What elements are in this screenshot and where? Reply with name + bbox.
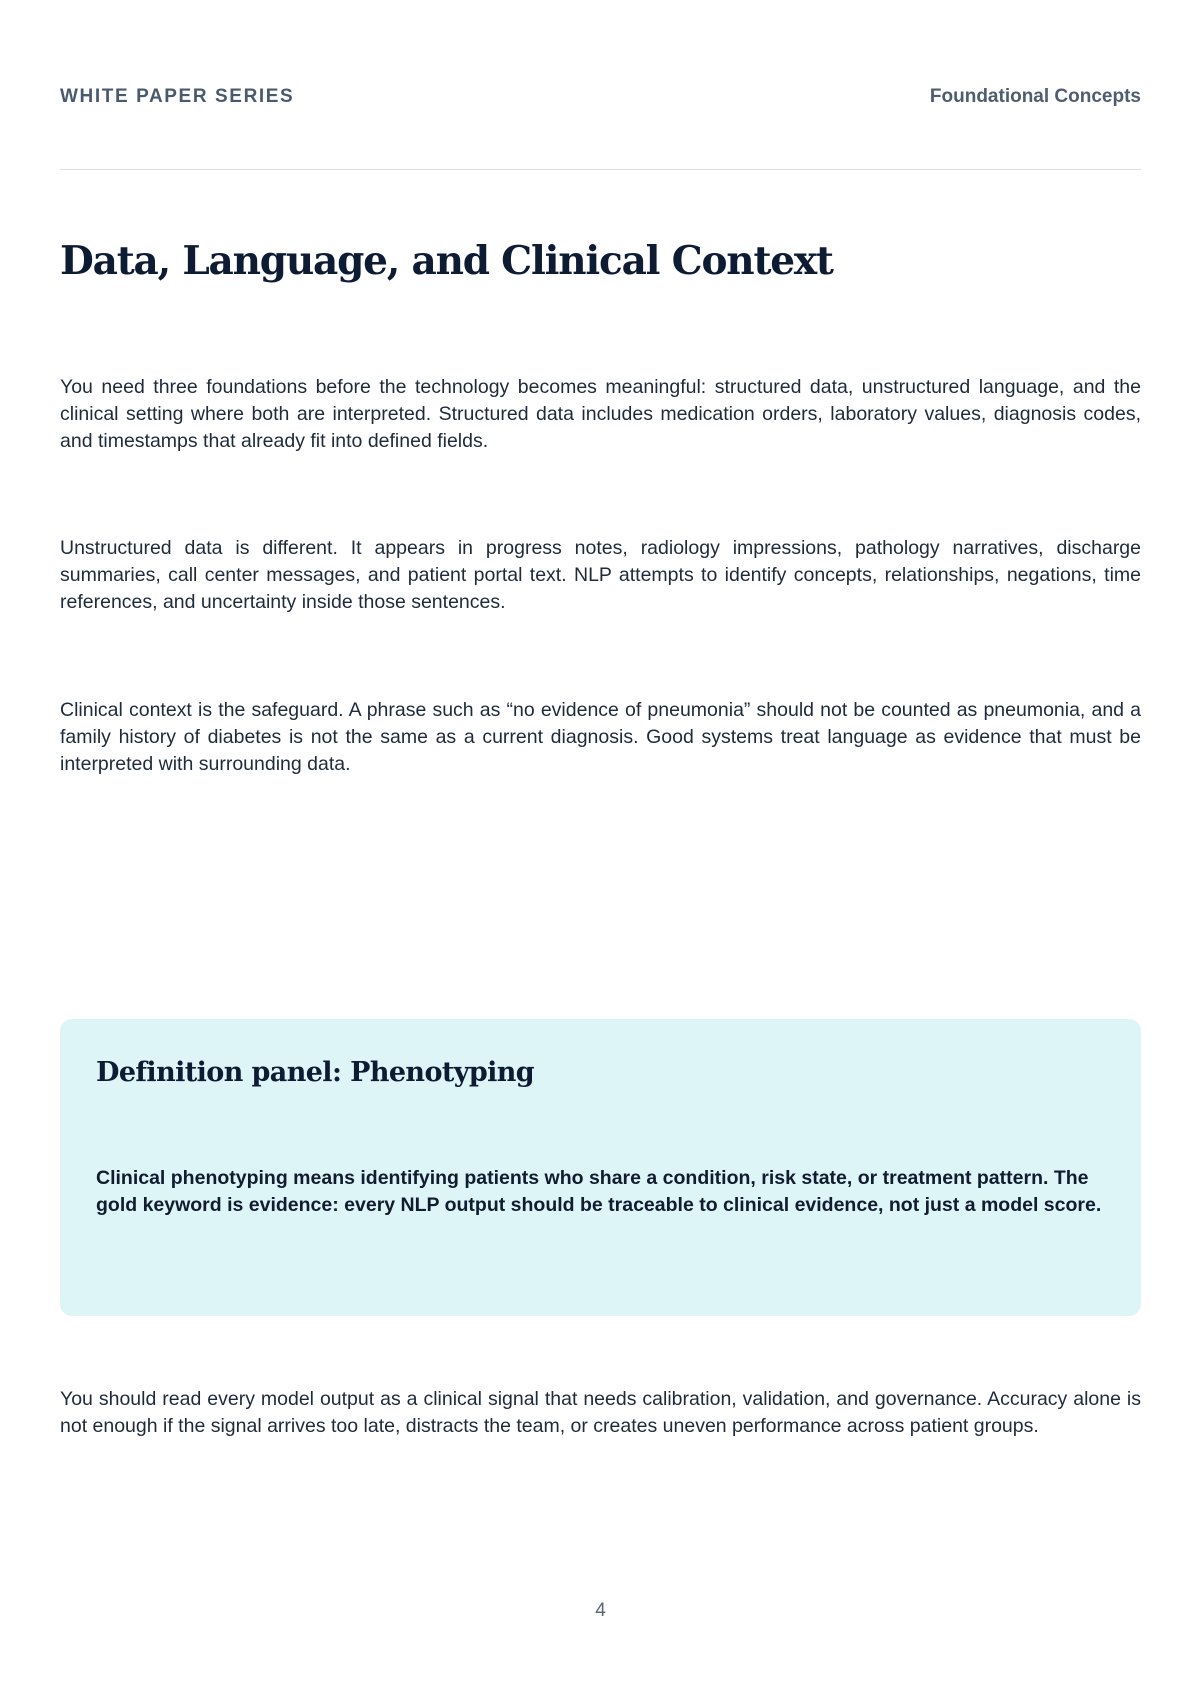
definition-panel-title: Definition panel: Phenotyping: [96, 1057, 535, 1088]
page-title: Data, Language, and Clinical Context: [60, 238, 833, 284]
body-paragraph-4: You should read every model output as a clinical signal that needs calibration, validation, and governance. Accuracy alone is not enough if the signal arrives too late, distracts the team, or creates uneven performance across patient groups.: [60, 1388, 1141, 1437]
body-paragraph-1: You need three foundations before the technology becomes meaningful: structured data, unstructured language, and the clinical setting where both are interpreted. Structured data includes medication orders, laboratory values, diagnosis codes, and timestamps that already fit into defined fields.: [60, 376, 1141, 452]
header-divider: [60, 169, 1141, 170]
page-header: [60, 86, 1141, 112]
body-paragraph-2: Unstructured data is different. It appears in progress notes, radiology impressions, pathology narratives, discharge summaries, call center messages, and patient portal text. NLP attempts to identify concepts, relationships, negations, time references, and uncertainty inside those sentences.: [60, 537, 1141, 613]
definition-panel-body: Clinical phenotyping means identifying patients who share a condition, risk state, or treatment pattern. The gold keyword is evidence: every NLP output should be traceable to clinical evidence, not just a model score.: [96, 1167, 1102, 1216]
series-label: WHITE PAPER SERIES: [60, 86, 295, 107]
page-number: 4: [595, 1600, 606, 1621]
definition-panel: [60, 1019, 1141, 1316]
section-label: Foundational Concepts: [929, 86, 1141, 107]
document-page: [60, 0, 1141, 1696]
body-paragraph-3: Clinical context is the safeguard. A phrase such as “no evidence of pneumonia” should not be counted as pneumonia, and a family history of diabetes is not the same as a current diagnosis. Good systems treat language as evidence that must be interpreted with surrounding data.: [60, 699, 1141, 775]
